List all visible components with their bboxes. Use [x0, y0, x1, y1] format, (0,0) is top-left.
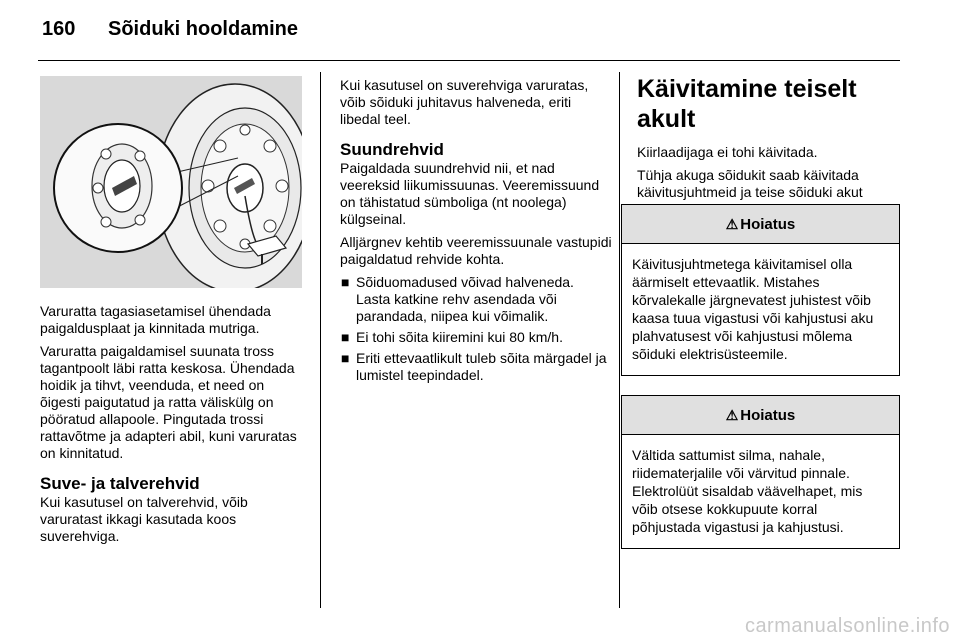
list-item: ■ Ei tohi sõita kiiremini kui 80 km/h.	[341, 329, 563, 345]
column-3	[637, 74, 902, 224]
paragraph: Paigaldada suundrehvid nii, et nad veereksid liikumissuunas. Veeremissuund on tähistatud sümboliga (nt noolega) külgseinal.	[340, 160, 600, 227]
warning-header	[622, 205, 899, 244]
warning-triangle-icon: ⚠	[725, 216, 739, 232]
warning-title: Hoiatus	[740, 407, 796, 424]
paragraph: Kiirlaadijaga ei tohi käivitada.	[637, 144, 818, 160]
column-divider-1	[320, 72, 321, 608]
bullet-square-icon: ■	[341, 274, 350, 290]
bullet-list	[340, 274, 612, 384]
header-rule	[38, 60, 900, 61]
bullet-square-icon: ■	[341, 350, 350, 366]
page-number: 160	[42, 18, 76, 40]
column-divider-2	[619, 72, 620, 608]
section-heading: Suve- ja talverehvid	[40, 474, 200, 493]
warning-box	[621, 395, 900, 549]
watermark: carmanualsonline.info	[744, 615, 950, 637]
list-item: ■ Sõiduomadused võivad halveneda. Lasta katkine rehv asendada või parandada, niipea kui võimalik.	[341, 274, 574, 324]
warning-box	[621, 204, 900, 376]
page-header	[42, 18, 298, 41]
paragraph: Varuratta tagasiasetamisel ühendada paigaldusplaat ja kinnitada mutriga.	[40, 303, 271, 336]
bullet-square-icon: ■	[341, 329, 350, 345]
section-heading: Käivitamine teiselt akult	[637, 75, 857, 133]
warning-text: Vältida sattumist silma, nahale, riidematerjalile või värvitud pinnale. Elektrolüüt sisaldab väävelhapet, mis võib otsese kokkupuute korral põhjustada vigastusi ja kahjustusi.	[632, 447, 863, 535]
spare-wheel-illustration	[40, 76, 302, 288]
paragraph: Kui kasutusel on talverehvid, võib varuratast ikkagi kasutada koos suverehviga.	[40, 494, 248, 544]
warning-triangle-icon: ⚠	[725, 407, 739, 423]
warning-text: Käivitusjuhtmetega käivitamisel olla äärmiselt ettevaatlik. Mistahes kõrvalekalle järgnevatest juhistest võib kaasa tuua vigastusi või kahjustusi aku plahvatusest või kahjustusi mõlema sõiduki elektrisüsteemile.	[632, 256, 874, 362]
paragraph: Tühja akuga sõidukit saab käivitada käivitusjuhtmeid ja teise sõiduki akut	[637, 167, 863, 200]
section-title: Sõiduki hooldamine	[108, 18, 299, 40]
warning-title: Hoiatus	[740, 216, 796, 233]
paragraph: Alljärgnev kehtib veeremissuunale vastupidi paigaldatud rehvide kohta.	[340, 234, 612, 267]
spare-wheel-drawing	[40, 76, 302, 288]
column-2	[340, 77, 612, 388]
warning-header	[622, 396, 899, 435]
section-heading: Suundrehvid	[340, 140, 444, 159]
paragraph: Varuratta paigaldamisel suunata tross tagantpoolt läbi ratta keskosa. Ühendada hoidik ja tihvt, veenduda, et need on õigesti paigutatud ja ratta väliskülg on pööratud allapoole. Pingutada trossi rattavõtme ja adapteri abil, kuni varuratas on kinnitatud.	[40, 343, 297, 461]
paragraph: Kui kasutusel on suverehviga varuratas, võib sõiduki juhitavus halveneda, eriti libedal teel.	[340, 77, 589, 127]
list-item: ■ Eriti ettevaatlikult tuleb sõita märgadel ja lumistel teepindadel.	[341, 350, 607, 383]
column-1	[40, 303, 306, 551]
